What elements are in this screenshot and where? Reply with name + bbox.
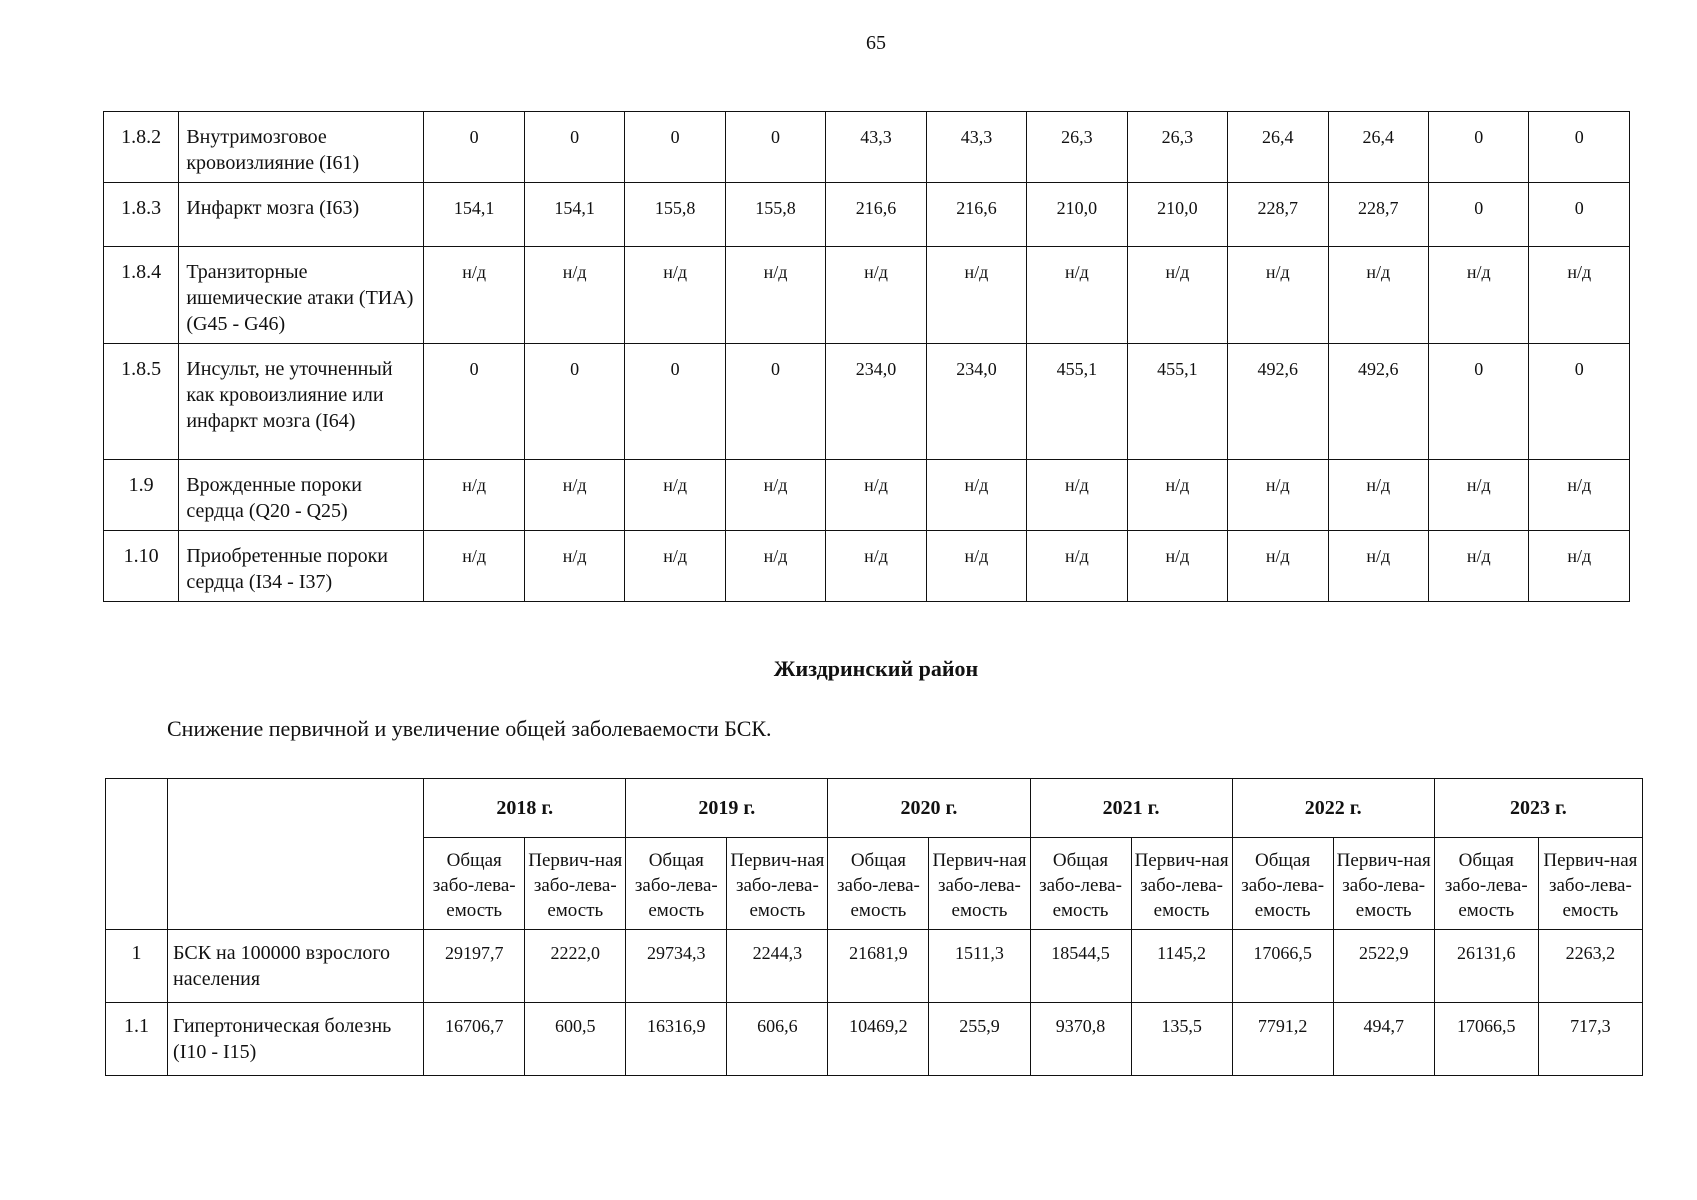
row-number: 1.8.4 <box>104 247 179 344</box>
table-cell: 0 <box>625 112 725 183</box>
table-row <box>104 344 1630 460</box>
table-cell: н/д <box>625 531 725 602</box>
table-cell: 0 <box>625 344 725 460</box>
year-header: 2022 г. <box>1232 779 1434 838</box>
table-cell: н/д <box>725 247 825 344</box>
row-name: Внутримозговое кровоизлияние (I61) <box>179 112 424 183</box>
table-row <box>104 460 1630 531</box>
table-cell: н/д <box>1428 460 1528 531</box>
table-cell: н/д <box>1428 247 1528 344</box>
subheader-primary: Первич-ная забо-лева-емость <box>1333 838 1434 930</box>
table-cell: 0 <box>424 112 524 183</box>
table-cell: н/д <box>1127 460 1227 531</box>
table-cell: 2263,2 <box>1538 930 1642 1003</box>
table-cell: н/д <box>725 531 825 602</box>
subheader-general: Общая забо-лева-емость <box>828 838 929 930</box>
table-cell: 7791,2 <box>1232 1003 1333 1076</box>
table-cell: 492,6 <box>1328 344 1428 460</box>
bottom-table <box>105 778 1643 1076</box>
subheader-primary: Первич-ная забо-лева-емость <box>727 838 828 930</box>
subheader-general: Общая забо-лева-емость <box>1030 838 1131 930</box>
row-number: 1.9 <box>104 460 179 531</box>
header-blank-name <box>168 779 424 930</box>
table-cell: 29197,7 <box>424 930 525 1003</box>
table-cell: 155,8 <box>725 183 825 247</box>
row-name: БСК на 100000 взрослого населения <box>168 930 424 1003</box>
table-cell: 228,7 <box>1228 183 1328 247</box>
header-row-years <box>106 779 1643 838</box>
row-number: 1.8.5 <box>104 344 179 460</box>
table-cell: 0 <box>1529 344 1630 460</box>
subheader-primary: Первич-ная забо-лева-емость <box>525 838 626 930</box>
row-number: 1.8.2 <box>104 112 179 183</box>
table-cell: 9370,8 <box>1030 1003 1131 1076</box>
table-cell: 155,8 <box>625 183 725 247</box>
table-row <box>104 183 1630 247</box>
table-cell: 1145,2 <box>1131 930 1232 1003</box>
table-row <box>104 112 1630 183</box>
table-cell: 0 <box>1428 344 1528 460</box>
table-cell: н/д <box>1328 460 1428 531</box>
table-cell: 210,0 <box>1027 183 1127 247</box>
table-cell: н/д <box>1027 460 1127 531</box>
table-cell: 210,0 <box>1127 183 1227 247</box>
table-cell: н/д <box>424 460 524 531</box>
table-cell: н/д <box>826 247 926 344</box>
table-cell: 17066,5 <box>1232 930 1333 1003</box>
table-cell: 0 <box>1529 183 1630 247</box>
subheader-primary: Первич-ная забо-лева-емость <box>929 838 1030 930</box>
table-cell: 2244,3 <box>727 930 828 1003</box>
table-cell: н/д <box>1127 531 1227 602</box>
row-number: 1 <box>106 930 168 1003</box>
table-cell: н/д <box>625 247 725 344</box>
table-cell: н/д <box>1228 247 1328 344</box>
table-cell: н/д <box>926 247 1026 344</box>
row-name: Инфаркт мозга (I63) <box>179 183 424 247</box>
table-cell: н/д <box>1428 531 1528 602</box>
table-cell: 0 <box>1428 112 1528 183</box>
table-cell: 492,6 <box>1228 344 1328 460</box>
table-cell: 16706,7 <box>424 1003 525 1076</box>
table-cell: 43,3 <box>826 112 926 183</box>
table-cell: н/д <box>625 460 725 531</box>
table-cell: 29734,3 <box>626 930 727 1003</box>
header-blank-number <box>106 779 168 930</box>
table-cell: н/д <box>1228 531 1328 602</box>
table-cell: 17066,5 <box>1434 1003 1538 1076</box>
table-cell: н/д <box>424 247 524 344</box>
table-cell: 26131,6 <box>1434 930 1538 1003</box>
subheader-primary: Первич-ная забо-лева-емость <box>1538 838 1642 930</box>
table-cell: 0 <box>1428 183 1528 247</box>
table-cell: н/д <box>1529 531 1630 602</box>
table-cell: н/д <box>1328 247 1428 344</box>
subheader-general: Общая забо-лева-емость <box>1232 838 1333 930</box>
table-cell: н/д <box>725 460 825 531</box>
table-cell: 0 <box>524 112 624 183</box>
subheader-primary: Первич-ная забо-лева-емость <box>1131 838 1232 930</box>
table-cell: н/д <box>1529 460 1630 531</box>
row-name: Врожденные пороки сердца (Q20 - Q25) <box>179 460 424 531</box>
table-cell: 255,9 <box>929 1003 1030 1076</box>
table-cell: 216,6 <box>926 183 1026 247</box>
table-row <box>106 1003 1643 1076</box>
table-row <box>106 930 1643 1003</box>
row-number: 1.1 <box>106 1003 168 1076</box>
year-header: 2018 г. <box>424 779 626 838</box>
table-cell: 26,4 <box>1228 112 1328 183</box>
table-cell: н/д <box>1529 247 1630 344</box>
table-cell: 455,1 <box>1127 344 1227 460</box>
table-cell: 26,4 <box>1328 112 1428 183</box>
table-cell: н/д <box>1027 247 1127 344</box>
table-cell: 606,6 <box>727 1003 828 1076</box>
table-cell: 16316,9 <box>626 1003 727 1076</box>
row-name: Инсульт, не уточненный как кровоизлияние или инфаркт мозга (I64) <box>179 344 424 460</box>
table-cell: 26,3 <box>1127 112 1227 183</box>
page-number: 65 <box>866 32 886 54</box>
subheader-general: Общая забо-лева-емость <box>626 838 727 930</box>
table-cell: 154,1 <box>424 183 524 247</box>
table-cell: 135,5 <box>1131 1003 1232 1076</box>
table-cell: н/д <box>524 460 624 531</box>
table-cell: н/д <box>524 247 624 344</box>
table-cell: 455,1 <box>1027 344 1127 460</box>
table-cell: н/д <box>524 531 624 602</box>
row-name: Приобретенные пороки сердца (I34 - I37) <box>179 531 424 602</box>
table-cell: н/д <box>926 460 1026 531</box>
table-cell: 154,1 <box>524 183 624 247</box>
top-table <box>103 111 1630 602</box>
table-cell: 26,3 <box>1027 112 1127 183</box>
table-cell: 600,5 <box>525 1003 626 1076</box>
table-cell: 21681,9 <box>828 930 929 1003</box>
table-cell: 2522,9 <box>1333 930 1434 1003</box>
year-header: 2023 г. <box>1434 779 1642 838</box>
table-cell: 234,0 <box>926 344 1026 460</box>
table-cell: 18544,5 <box>1030 930 1131 1003</box>
table-row <box>104 531 1630 602</box>
table-cell: 1511,3 <box>929 930 1030 1003</box>
table-cell: 0 <box>424 344 524 460</box>
table-cell: 43,3 <box>926 112 1026 183</box>
row-number: 1.8.3 <box>104 183 179 247</box>
table-cell: 0 <box>725 112 825 183</box>
table-cell: 0 <box>524 344 624 460</box>
subheader-general: Общая забо-лева-емость <box>1434 838 1538 930</box>
table-cell: н/д <box>424 531 524 602</box>
table-cell: н/д <box>826 460 926 531</box>
year-header: 2019 г. <box>626 779 828 838</box>
table-cell: 10469,2 <box>828 1003 929 1076</box>
table-cell: н/д <box>1027 531 1127 602</box>
table-cell: 0 <box>725 344 825 460</box>
table-cell: 234,0 <box>826 344 926 460</box>
table-cell: 2222,0 <box>525 930 626 1003</box>
table-cell: 0 <box>1529 112 1630 183</box>
row-name: Гипертоническая болезнь (I10 - I15) <box>168 1003 424 1076</box>
table-cell: 228,7 <box>1328 183 1428 247</box>
table-row <box>104 247 1630 344</box>
table-cell: н/д <box>826 531 926 602</box>
table-cell: 717,3 <box>1538 1003 1642 1076</box>
row-name: Транзиторные ишемические атаки (ТИА) (G45 - G46) <box>179 247 424 344</box>
section-subtitle: Снижение первичной и увеличение общей заболеваемости БСК. <box>167 716 772 741</box>
section-title: Жиздринский район <box>773 656 979 681</box>
year-header: 2020 г. <box>828 779 1030 838</box>
table-cell: н/д <box>926 531 1026 602</box>
row-number: 1.10 <box>104 531 179 602</box>
table-cell: 216,6 <box>826 183 926 247</box>
year-header: 2021 г. <box>1030 779 1232 838</box>
table-cell: н/д <box>1127 247 1227 344</box>
subheader-general: Общая забо-лева-емость <box>424 838 525 930</box>
table-cell: н/д <box>1328 531 1428 602</box>
table-cell: н/д <box>1228 460 1328 531</box>
table-cell: 494,7 <box>1333 1003 1434 1076</box>
